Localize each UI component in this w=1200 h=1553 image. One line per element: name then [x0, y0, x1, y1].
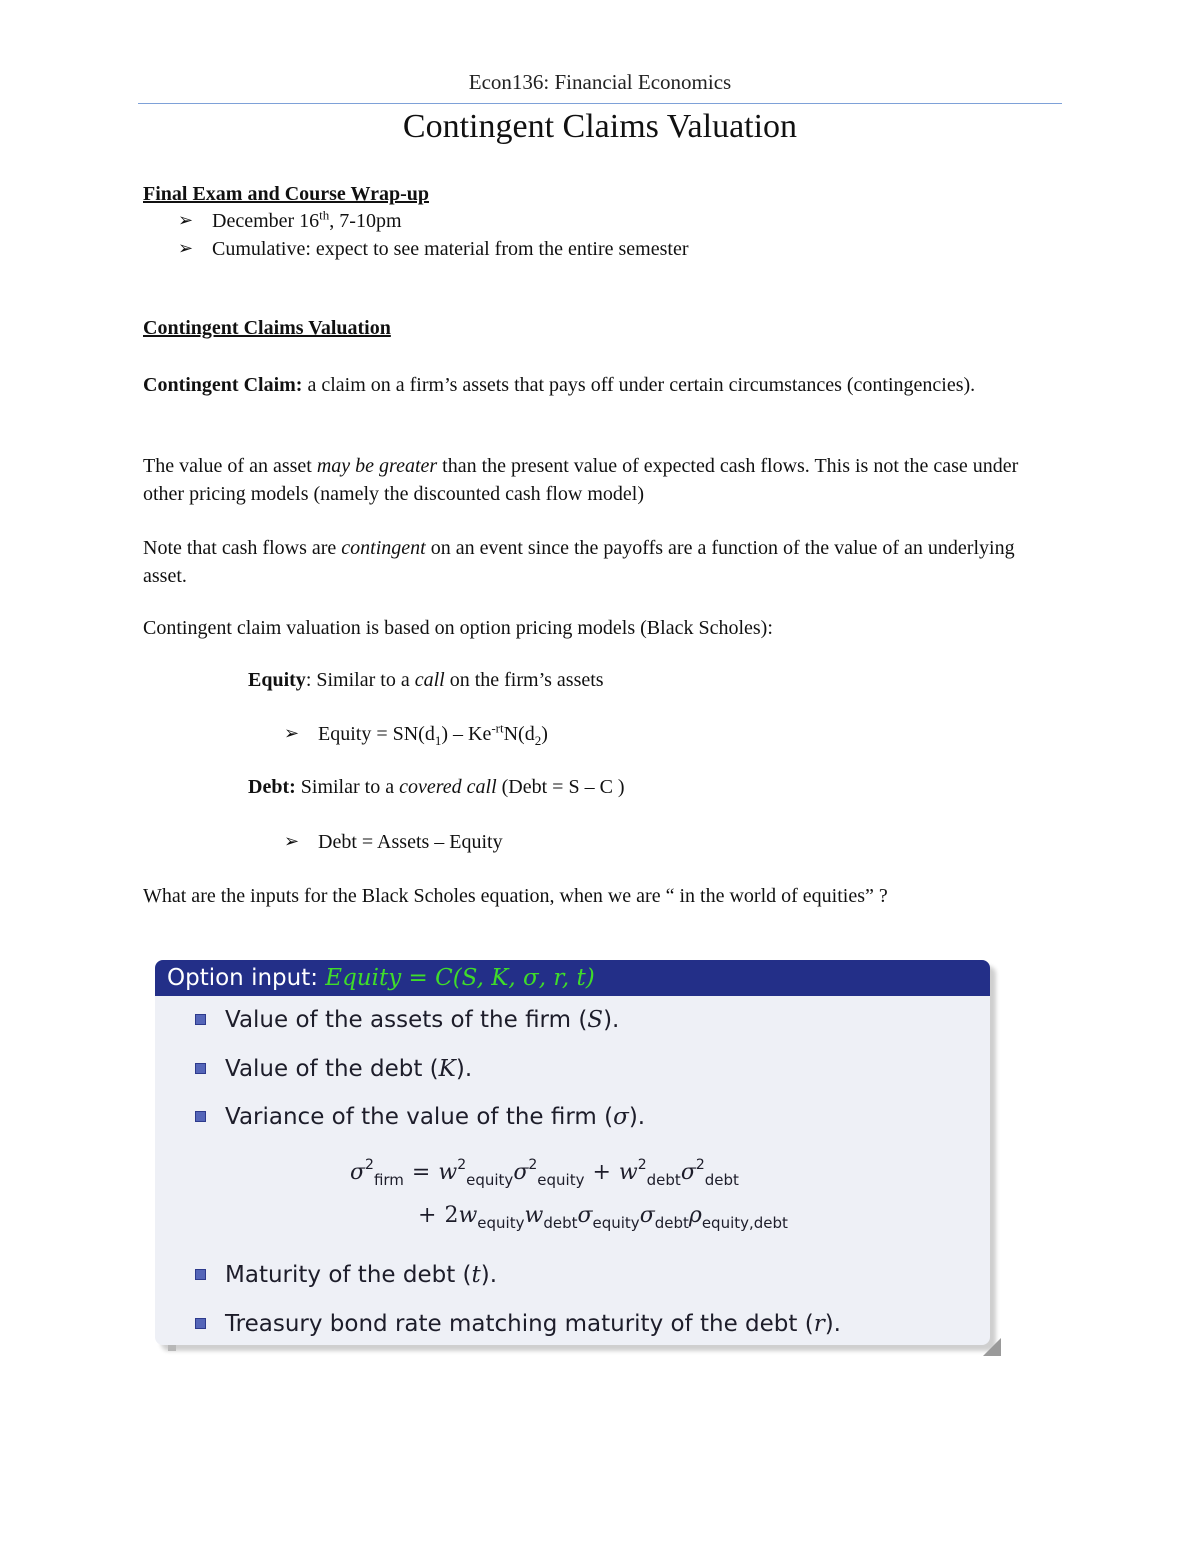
arrow-bullet-icon: ➢: [284, 831, 300, 852]
item-symbol: σ: [613, 1104, 629, 1130]
f-sup: 2: [528, 1157, 538, 1173]
f-sup: 2: [365, 1157, 374, 1173]
formula-sub: 2: [534, 733, 542, 748]
f-sup: 2: [637, 1157, 647, 1173]
definition-paragraph: [143, 371, 1058, 399]
final-exam-heading: Final Exam and Course Wrap-up: [143, 183, 429, 205]
square-bullet-icon: [195, 1111, 206, 1122]
item-text: Value of the debt (: [225, 1056, 439, 1082]
f-op: +: [592, 1160, 611, 1185]
formula-part: Equity = SN(d: [318, 723, 435, 745]
f-sub: equity,debt: [701, 1214, 788, 1232]
item-text: Variance of the value of the firm (: [225, 1104, 614, 1130]
question-paragraph: What are the inputs for the Black Scholes equation, when we are “ in the world of equities” ?: [143, 885, 888, 907]
item-text: Value of the assets of the firm (: [225, 1007, 588, 1033]
f-sym: σ: [680, 1160, 696, 1185]
text-run: Note that cash flows are: [143, 537, 342, 559]
exam-time: , 7-10pm: [329, 210, 402, 232]
f-op: =: [411, 1160, 431, 1185]
emphasis: call: [414, 669, 445, 691]
f-sym: w: [618, 1160, 638, 1185]
equity-formula: [284, 720, 548, 748]
formula-sub: 1: [434, 733, 442, 748]
list-item: [178, 207, 688, 235]
arrow-bullet-icon: ➢: [178, 210, 194, 231]
final-exam-list: [178, 207, 688, 263]
text-run: The value of an asset: [143, 455, 317, 477]
item-end: ).: [628, 1104, 646, 1130]
slide-list-item: [225, 1307, 841, 1341]
slide-list-item: [225, 1003, 619, 1037]
definition-text: a claim on a firm’s assets that pays off under certain circumstances (contingencies).: [302, 374, 976, 396]
formula-part: ) – Ke: [441, 723, 492, 745]
f-sym: σ: [513, 1160, 529, 1185]
f-sub: debt: [654, 1214, 689, 1232]
equity-line: [248, 666, 604, 694]
f-sym: ρ: [688, 1203, 702, 1228]
equity-term: Equity: [248, 669, 306, 691]
item-end: ).: [455, 1056, 473, 1082]
contingent-paragraph: [143, 534, 1058, 590]
debt-line: [248, 773, 625, 801]
item-end: ).: [824, 1311, 841, 1337]
f-sym: σ: [639, 1203, 655, 1228]
item-symbol: S: [587, 1007, 604, 1033]
text-run: : Similar to a: [305, 669, 415, 691]
text-run: (Debt = S – C ): [496, 776, 625, 798]
slide-title-label: Option input:: [167, 965, 326, 991]
definition-term: Contingent Claim:: [143, 374, 303, 396]
slide-list-item: [225, 1100, 645, 1134]
emphasis: covered call: [399, 776, 497, 798]
f-sub: equity: [592, 1214, 640, 1232]
square-bullet-icon: [195, 1014, 206, 1025]
f-sub: equity: [466, 1171, 514, 1189]
date-suffix: th: [319, 207, 330, 223]
formula-part: N(d: [503, 723, 535, 745]
formula-part: ): [541, 723, 548, 745]
item-text: Maturity of the debt (: [225, 1262, 472, 1288]
f-sup: 2: [457, 1157, 467, 1173]
formula-sup: -rt: [491, 720, 504, 736]
slide-shadow-mark: [168, 1345, 176, 1351]
slide-title-bar: [155, 960, 990, 996]
slide-list-item: [225, 1258, 497, 1292]
f-sub: equity: [537, 1171, 585, 1189]
cumulative-note: Cumulative: expect to see material from the entire semester: [212, 238, 689, 260]
header-divider: [138, 103, 1062, 104]
item-symbol: r: [813, 1311, 825, 1337]
text-run: on the firm’s assets: [444, 669, 604, 691]
square-bullet-icon: [195, 1318, 206, 1329]
item-end: ).: [603, 1007, 620, 1033]
f-num: 2: [444, 1203, 459, 1228]
emphasis: may be greater: [316, 455, 438, 477]
square-bullet-icon: [195, 1063, 206, 1074]
arrow-bullet-icon: ➢: [178, 238, 194, 259]
square-bullet-icon: [195, 1269, 206, 1280]
variance-formula-line1: [350, 1157, 739, 1189]
debt-term: Debt:: [248, 776, 296, 798]
page-title: Contingent Claims Valuation: [402, 108, 798, 145]
value-paragraph: [143, 452, 1058, 508]
f-sub: firm: [373, 1171, 404, 1189]
f-sup: 2: [695, 1157, 705, 1173]
exam-date: December 16: [212, 210, 320, 232]
f-sub: equity: [477, 1214, 525, 1232]
f-sym: w: [458, 1203, 478, 1228]
ccv-heading: Contingent Claims Valuation: [143, 317, 391, 339]
variance-formula-line2: [410, 1203, 788, 1232]
formula-part: Debt = Assets – Equity: [318, 831, 503, 853]
text-run: Similar to a: [295, 776, 400, 798]
debt-formula: [284, 828, 503, 856]
f-sym: w: [438, 1160, 458, 1185]
item-text: Treasury bond rate matching maturity of the debt (: [225, 1311, 814, 1337]
option-input-slide: [155, 960, 990, 1345]
text-run: than the present value of expected cash flows. This is not the case under other pricing models (namely the discounted cash flow model): [143, 455, 1019, 505]
item-end: ).: [480, 1262, 498, 1288]
f-sym: w: [524, 1203, 544, 1228]
slide-title-formula: Equity = C(S, K, σ, r, t): [325, 965, 595, 991]
f-op: +: [418, 1203, 437, 1228]
f-sub: debt: [543, 1214, 578, 1232]
text-run: on an event since the payoffs are a function of the value of an underlying asset.: [143, 537, 1015, 587]
arrow-bullet-icon: ➢: [284, 723, 300, 744]
slide-list-item: [225, 1052, 472, 1086]
f-sym: σ: [577, 1203, 593, 1228]
f-sub: debt: [704, 1171, 739, 1189]
f-sym: σ: [350, 1160, 366, 1185]
list-item: [178, 235, 688, 263]
course-header: Econ136: Financial Economics: [468, 70, 732, 94]
option-pricing-paragraph: Contingent claim valuation is based on option pricing models (Black Scholes):: [143, 617, 773, 639]
emphasis: contingent: [341, 537, 426, 559]
item-symbol: K: [438, 1056, 456, 1082]
item-symbol: t: [471, 1262, 481, 1288]
f-sub: debt: [646, 1171, 681, 1189]
